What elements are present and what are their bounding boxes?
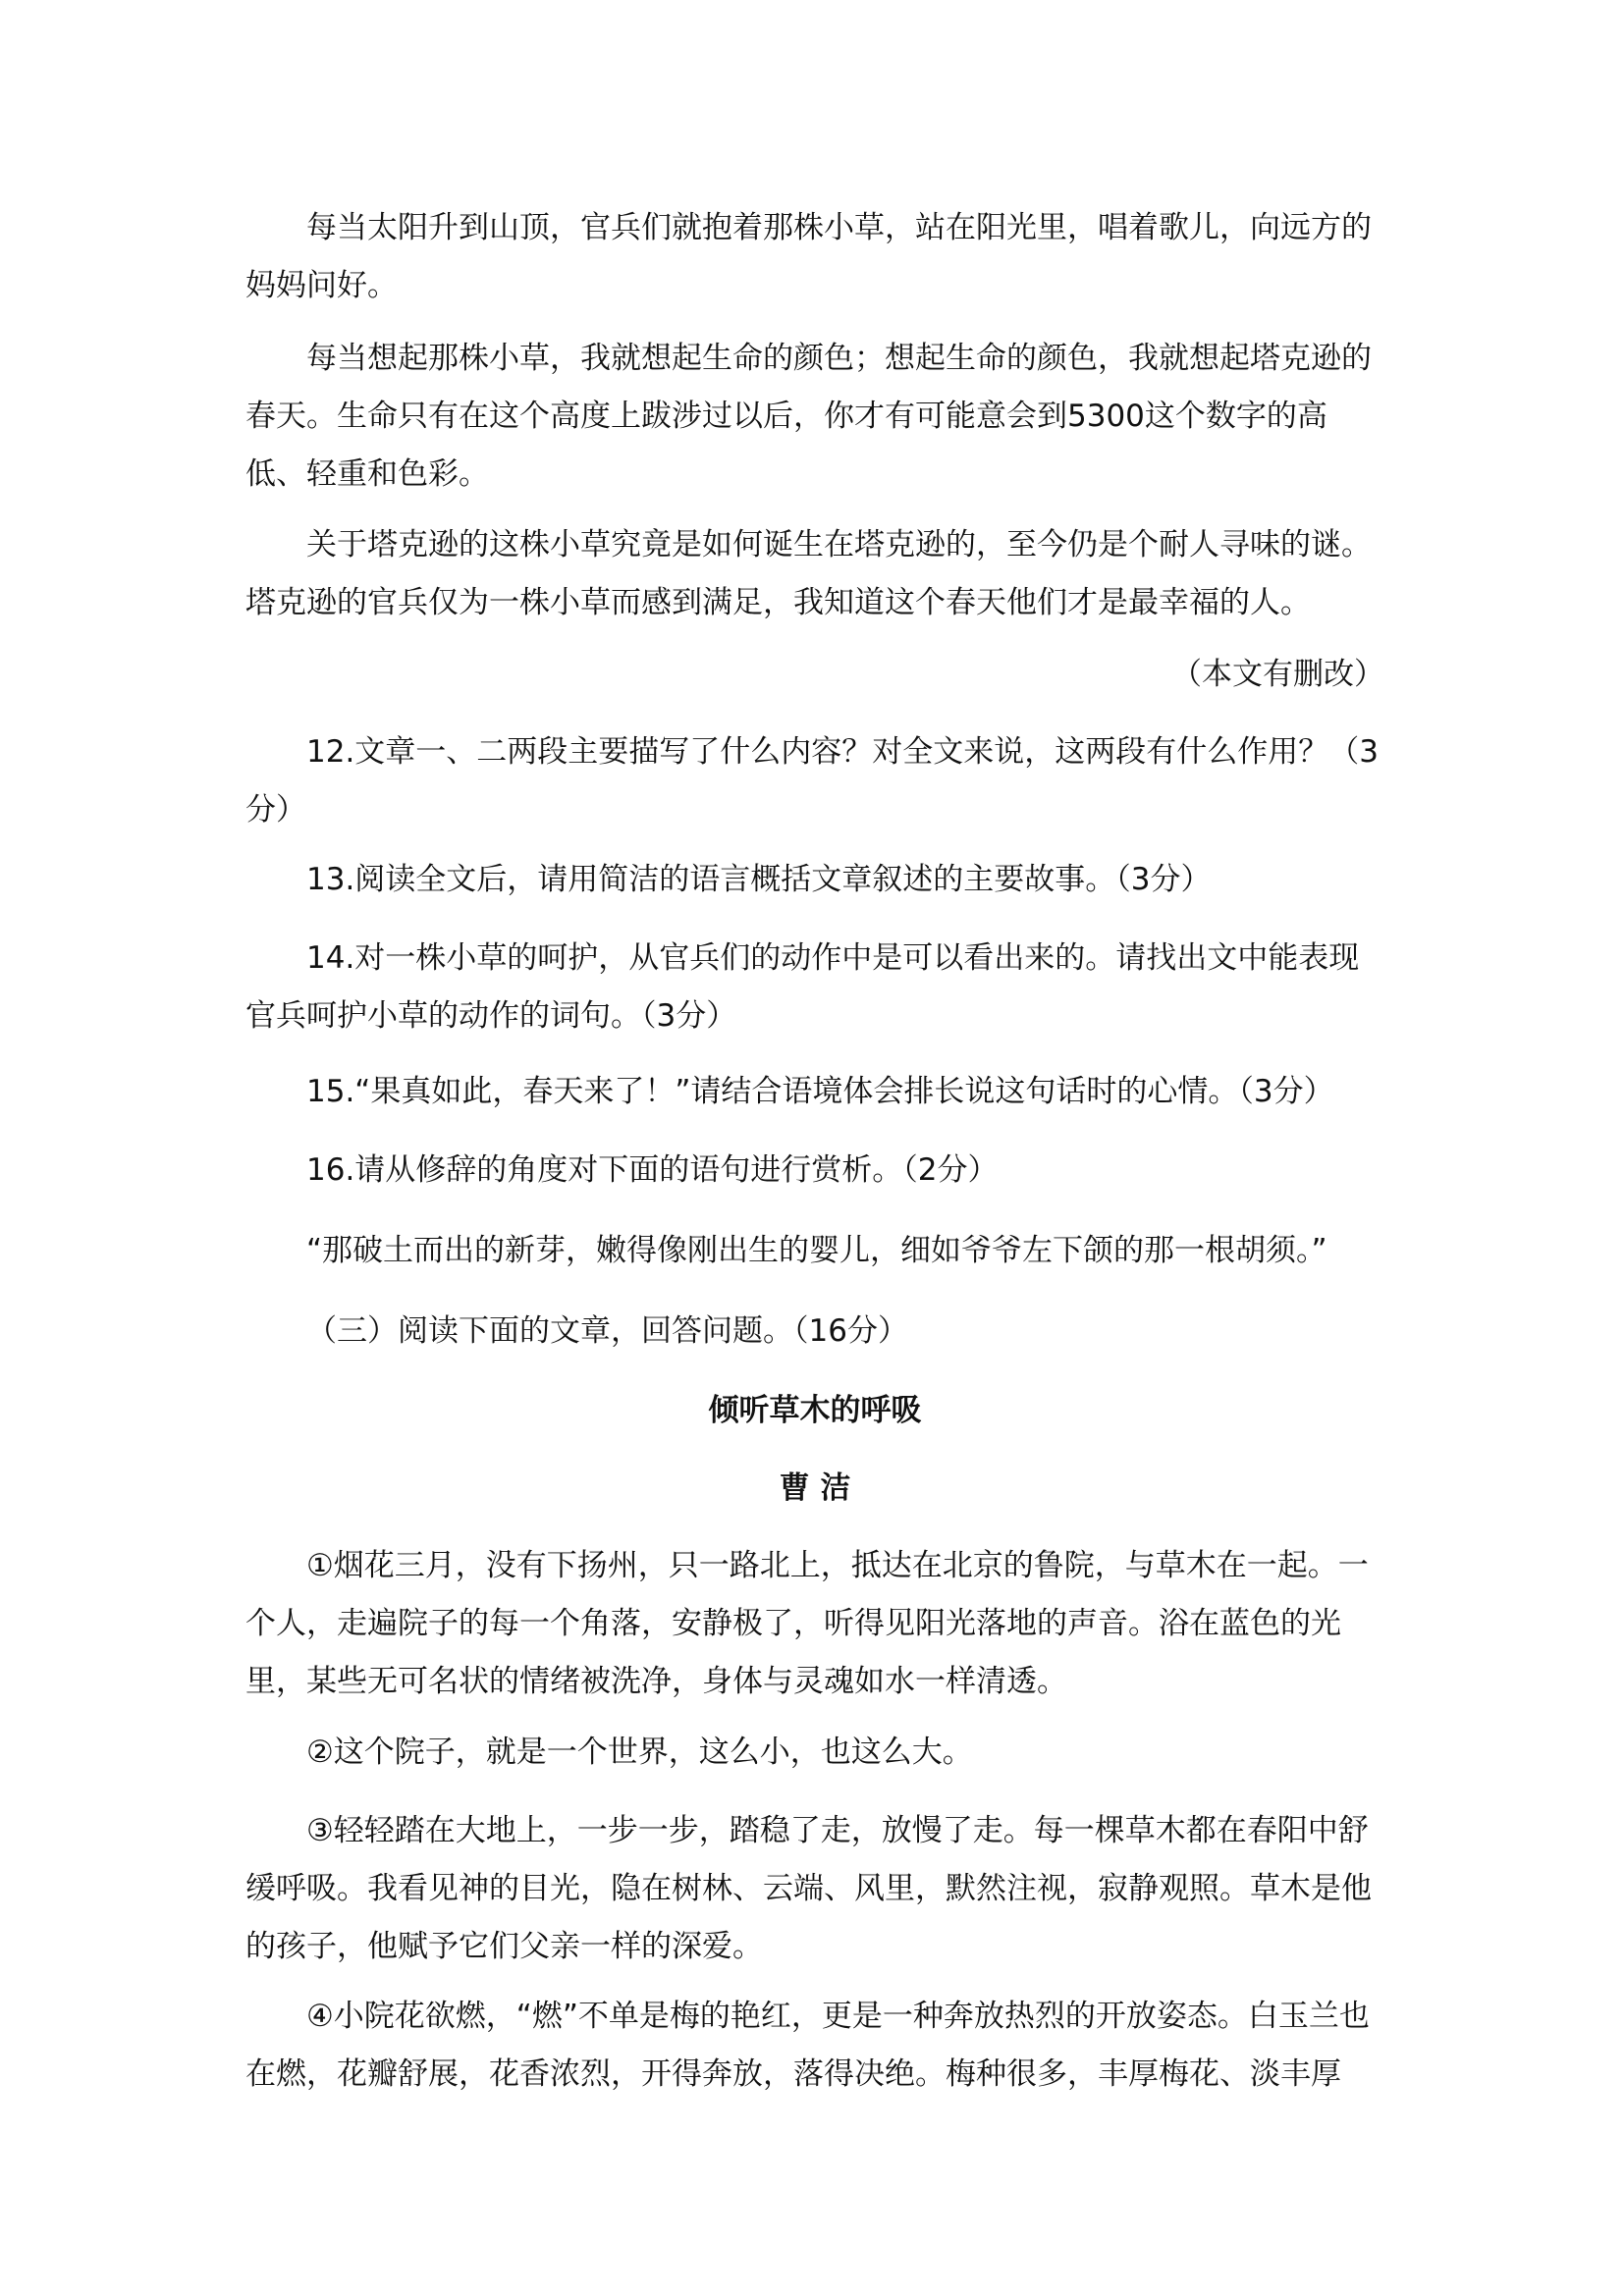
section-three-heading: （三）阅读下面的文章，回答问题。（16分）: [306, 1313, 908, 1349]
article-paragraph-4: ④小院花欲燃，“燃”不单是梅的艳红，更是一种奔放热烈的开放姿态。白玉兰也在燃，花瓣舒展，花香浓烈，开得奔放，落得决绝。梅种很多，丰厚梅花、淡丰厚: [245, 1999, 1370, 2092]
question-15: 15.“果真如此，春天来了！”请结合语境体会排长说这句话时的心情。（3分）: [306, 1074, 1334, 1109]
article-paragraph-3: ③轻轻踏在大地上，一步一步，踏稳了走，放慢了走。每一棵草木都在春阳中舒缓呼吸。我看见神的目光，隐在树林、云端、风里，默然注视，寂静观照。草木是他的孩子，他赋予它们父亲一样的深爱。: [245, 1813, 1372, 1964]
question-12: 12.文章一、二两段主要描写了什么内容？对全文来说，这两段有什么作用？（3分）: [245, 734, 1380, 828]
article-paragraph-2: ②这个院子，就是一个世界，这么小，也这么大。: [306, 1735, 973, 1770]
question-14: 14.对一株小草的呵护，从官兵们的动作中是可以看出来的。请找出文中能表现官兵呵护小草的动作的词句。（3分）: [245, 940, 1360, 1034]
paragraph-mystery: 关于塔克逊的这株小草究竟是如何诞生在塔克逊的，至今仍是个耐人寻味的谜。塔克逊的官兵仅为一株小草而感到满足，我知道这个春天他们才是最幸福的人。: [245, 527, 1372, 620]
article-author: 曹 洁: [779, 1470, 851, 1506]
paragraph-sun: 每当太阳升到山顶，官兵们就抱着那株小草，站在阳光里，唱着歌儿，向远方的妈妈问好。: [245, 210, 1372, 303]
paragraph-life-color: 每当想起那株小草，我就想起生命的颜色；想起生命的颜色，我就想起塔克逊的春天。生命只有在这个高度上跋涉过以后，你才有可能意会到5300这个数字的高低、轻重和色彩。: [245, 341, 1372, 492]
question-13: 13.阅读全文后，请用简洁的语言概括文章叙述的主要故事。（3分）: [306, 862, 1212, 897]
question-16: 16.请从修辞的角度对下面的语句进行赏析。（2分）: [306, 1152, 999, 1188]
article-title: 倾听草木的呼吸: [708, 1393, 922, 1428]
question-16-quote: “那破土而出的新芽，嫩得像刚出生的婴儿，细如爷爷左下颌的那一根胡须。”: [306, 1233, 1327, 1268]
article-paragraph-1: ①烟花三月，没有下扬州，只一路北上，抵达在北京的鲁院，与草木在一起。一个人，走遍院子的每一个角落，安静极了，听得见阳光落地的声音。浴在蓝色的光里，某些无可名状的情绪被洗净，身体与灵魂如水一样清透。: [245, 1548, 1369, 1699]
abridged-note: （本文有删改）: [1171, 657, 1384, 692]
